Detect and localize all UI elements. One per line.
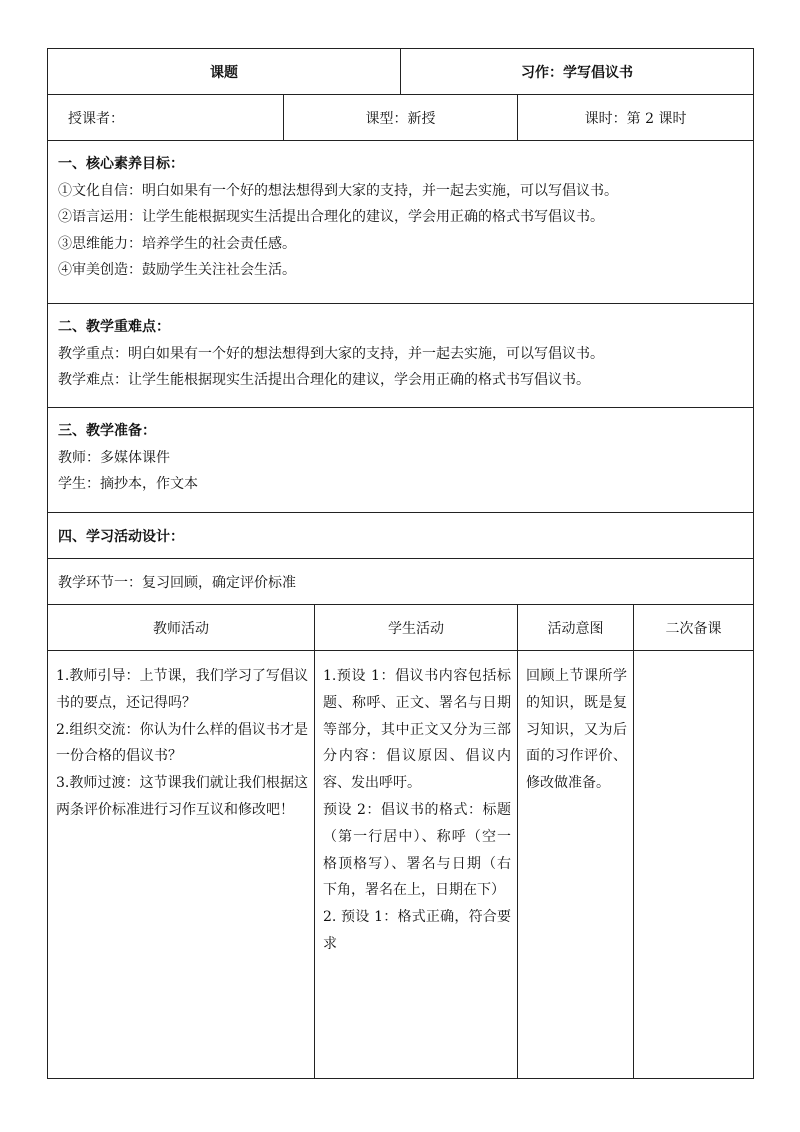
section-goals-title: 一、核心素养目标：: [58, 156, 184, 172]
column-header-second-prep: 二次备课: [634, 605, 754, 651]
keypoint-item: 教学重点：明白如果有一个好的想法想得到大家的支持，并一起去实施，可以写倡议书。: [58, 345, 604, 362]
teacher-activity-item: 2.组织交流：你认为什么样的倡议书才是一份合格的倡议书？: [56, 721, 308, 765]
topic-value: 习作：学写倡议书: [401, 49, 754, 95]
lesson-plan: [47, 48, 753, 1079]
column-header-student: 学生活动: [315, 605, 518, 651]
stage-row: [48, 559, 754, 605]
goal-item: ④审美创造：鼓励学生关注社会生活。: [58, 262, 296, 278]
teacher-activity-item: 3.教师过渡：这节课我们就让我们根据这两条评价标准进行习作互议和修改吧！: [56, 775, 308, 818]
activity-content-row: [48, 651, 754, 1079]
student-activity-item: 1.预设 1：倡议书内容包括标题、称呼、正文、署名与日期等部分，其中正文又分为三部分内容：倡议原因、倡议内容、发出呼吁。: [323, 668, 512, 792]
goal-item: ①文化自信：明白如果有一个好的想法想得到大家的支持，并一起去实施，可以写倡议书。: [58, 182, 618, 199]
topic-label: 课题: [48, 49, 401, 95]
info-row: [48, 95, 754, 141]
keypoint-item: 教学难点：让学生能根据现实生活提出合理化的建议，学会用正确的格式书写倡议书。: [58, 372, 590, 388]
activity-header-row: [48, 605, 754, 651]
teacher-activity-cell: [48, 651, 315, 1079]
prep-item: 学生：摘抄本，作文本: [58, 476, 198, 492]
lesson-table: [47, 48, 754, 1079]
prep-item: 教师：多媒体课件: [58, 449, 170, 466]
section-goals: [48, 141, 754, 304]
section-activity-title-row: [48, 513, 754, 559]
student-activity-cell: [315, 651, 518, 1079]
stage-title: 教学环节一：复习回顾，确定评价标准: [48, 559, 754, 605]
goal-item: ②语言运用：让学生能根据现实生活提出合理化的建议，学会用正确的格式书写倡议书。: [58, 209, 604, 225]
lesson-period: 课时：第 2 课时: [518, 95, 754, 141]
section-keypoints: [48, 304, 754, 408]
section-keypoints-title: 二、教学重难点：: [58, 319, 170, 335]
topic-row: [48, 49, 754, 95]
intent-cell: [518, 651, 634, 1079]
section-prep: [48, 408, 754, 513]
goal-item: ③思维能力：培养学生的社会责任感。: [58, 235, 296, 252]
section-activity-title: 四、学习活动设计：: [48, 513, 754, 559]
teacher-field: 授课者：: [48, 95, 284, 141]
lesson-type: 课型：新授: [284, 95, 518, 141]
column-header-teacher: 教师活动: [48, 605, 315, 651]
column-header-intent: 活动意图: [518, 605, 634, 651]
second-prep-cell: [634, 651, 754, 1079]
student-activity-item: 预设 2：倡议书的格式：标题（第一行居中）、称呼（空一格顶格写）、署名与日期（右下角，署名在上，日期在下）: [323, 801, 512, 899]
teacher-activity-item: 1.教师引导：上节课，我们学习了写倡议书的要点，还记得吗？: [56, 668, 308, 711]
student-activity-item: 2. 预设 1：格式正确，符合要求: [323, 909, 512, 952]
section-prep-title: 三、教学准备：: [58, 423, 156, 439]
intent-text: 回顾上节课所学的知识，既是复习知识，又为后面的习作评价、修改做准备。: [526, 668, 628, 792]
